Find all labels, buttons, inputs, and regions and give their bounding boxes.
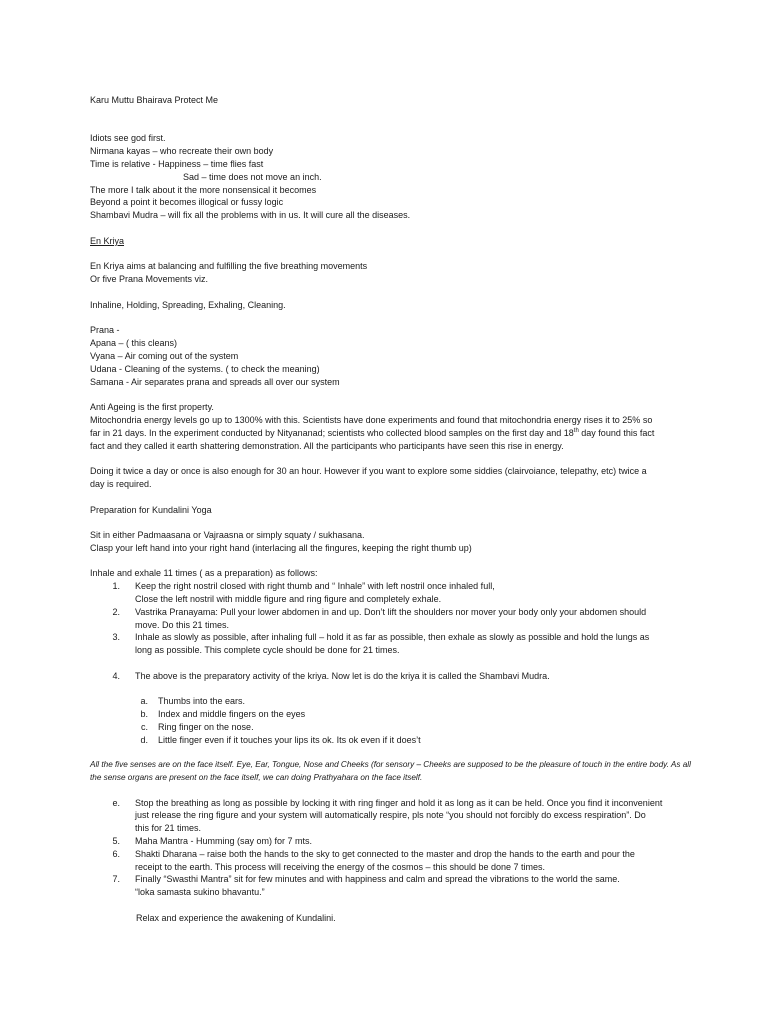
list-item — [90, 606, 680, 632]
relax-line: Relax and experience the awakening of Kundalini. — [136, 912, 336, 923]
document-page — [90, 94, 691, 925]
list-text: long as possible. This complete cycle should be done for 21 times. — [135, 645, 400, 656]
anti-ageing-line: fact and they called it earth shattering demonstration. All the participants who participants have seen this rise in energy. — [90, 440, 564, 451]
list-text: Inhale as slowly as possible, after inhaling full – hold it as far as possible, then exhale as slowly as possible and hold the lungs as — [135, 632, 650, 643]
inhale-intro: Inhale and exhale 11 times ( as a preparation) as follows: — [90, 568, 318, 579]
list-number: e. — [112, 797, 120, 808]
twice-line: day is required. — [90, 478, 152, 489]
italic-note — [90, 759, 691, 783]
en-kriya-text: Or five Prana Movements viz. — [90, 274, 209, 285]
intro-line: The more I talk about it the more nonsensical it becomes — [90, 184, 317, 195]
steps-list — [90, 580, 680, 746]
list-number: 2. — [112, 606, 120, 617]
sub-list-letter: a. — [140, 696, 148, 707]
list-text: Shakti Dharana – raise both the hands to the sky to get connected to the master and drop the hands to the earth and pour the — [135, 848, 635, 859]
intro-line: Beyond a point it becomes illogical or fussy logic — [90, 197, 284, 208]
list-text: Stop the breathing as long as possible by locking it with ring finger and hold it as long as it can be held. Once you find it inconvenient — [135, 797, 663, 808]
en-kriya-heading: En Kriya — [90, 235, 125, 246]
twice-line: Doing it twice a day or once is also enough for 30 an hour. However if you want to explore some siddies (clairvoiance, telepathy, etc) twice a — [90, 466, 647, 477]
list-text: move. Do this 21 times. — [135, 619, 230, 630]
anti-ageing-text: far in 21 days. In the experiment conducted by Nityananad; scientists who collected blood samples on the first day and 18 — [90, 427, 574, 438]
list-text: The above is the preparatory activity of the kriya. Now let is do the kriya it is called the Shambavi Mudra. — [135, 670, 550, 681]
sub-list-item — [90, 695, 680, 708]
sub-list-text: Index and middle fingers on the eyes — [158, 709, 306, 720]
doc-title: Karu Muttu Bhairava Protect Me — [90, 95, 219, 105]
anti-ageing-line-sup — [90, 427, 680, 440]
sub-list-text: Ring finger on the nose. — [158, 722, 254, 733]
superscript-th: th — [573, 427, 579, 434]
list-item — [90, 631, 680, 657]
sit-line: Sit in either Padmaasana or Vajraasna or simply squaty / sukhasana. — [90, 530, 365, 541]
movements-line: Inhaline, Holding, Spreading, Exhaling, Cleaning. — [90, 299, 286, 310]
intro-line: Time is relative - Happiness – time flies fast — [90, 158, 264, 169]
italic-note-line: the sense organs are present on the face itself, we can doing Prathyahara on the face itself. — [90, 772, 423, 782]
intro-line: Nirmana kayas – who recreate their own body — [90, 146, 274, 157]
anti-ageing-line: Anti Ageing is the first property. — [90, 402, 214, 413]
prep-heading: Preparation for Kundalini Yoga — [90, 504, 212, 515]
sub-list-text: Thumbs into the ears. — [158, 696, 246, 707]
list-number: 3. — [112, 632, 120, 643]
list-text: this for 21 times. — [135, 823, 202, 834]
list-text: Finally “Swasthi Mantra” sit for few minutes and with happiness and calm and spread the vibrations to the world the same. — [135, 874, 620, 885]
sub-list-item — [90, 708, 680, 721]
list-number: 5. — [112, 836, 120, 847]
prana-item: Vyana – Air coming out of the system — [90, 350, 239, 361]
sub-list-item — [90, 734, 680, 747]
prana-item: Apana – ( this cleans) — [90, 338, 178, 349]
list-text: Maha Mantra - Humming (say om) for 7 mts. — [135, 836, 313, 847]
italic-note-line: All the five senses are on the face itself. Eye, Ear, Tongue, Nose and Cheeks (for sensory – Cheeks are supposed to be the pleasure of touch in the entire body. As all — [90, 760, 691, 770]
list-item — [90, 580, 680, 606]
steps-list-2 — [90, 797, 680, 899]
list-number: 4. — [112, 670, 120, 681]
prana-item: Udana - Cleaning of the systems. ( to check the meaning) — [90, 363, 320, 374]
prana-item: Samana - Air separates prana and spreads all over our system — [90, 376, 340, 387]
intro-line: Idiots see god first. — [90, 133, 166, 144]
list-item — [90, 873, 680, 899]
list-text: Vastrika Pranayama: Pull your lower abdomen in and up. Don’t lift the shoulders nor mover your body only your abdomen should — [135, 606, 647, 617]
list-text: receipt to the earth. This process will receiving the energy of the cosmos – this should be done 7 times. — [135, 861, 546, 872]
sub-list-letter: b. — [140, 709, 148, 720]
list-item — [90, 848, 680, 874]
list-text: “loka samasta sukino bhavantu.” — [135, 887, 265, 898]
sit-line: Clasp your left hand into your right hand (interlacing all the fingures, keeping the right thumb up) — [90, 542, 472, 553]
intro-sad-line: Sad – time does not move an inch. — [183, 171, 322, 182]
en-kriya-text: En Kriya aims at balancing and fulfilling the five breathing movements — [90, 261, 368, 272]
sub-list-item — [90, 721, 680, 734]
list-number: 1. — [112, 581, 120, 592]
list-text: Close the left nostril with middle figure and ring figure and completely exhale. — [135, 594, 442, 605]
list-number: 6. — [112, 848, 120, 859]
list-item — [90, 835, 680, 848]
list-number: 7. — [112, 874, 120, 885]
prana-item: Prana - — [90, 325, 120, 336]
list-text: just release the ring figure and your system will automatically respire, pls note “you should not forcibly do excess respiration”. Do — [135, 810, 646, 821]
list-item — [90, 670, 680, 683]
sub-list-letter: d. — [140, 734, 148, 745]
anti-ageing-line: Mitochondria energy levels go up to 1300% with this. Scientists have done experiments and found that mitochondria energy rises it to 25% so — [90, 414, 653, 425]
intro-line: Shambavi Mudra – will fix all the problems with in us. It will cure all the diseases. — [90, 210, 411, 221]
sub-list-letter: c. — [140, 722, 148, 733]
sub-list-text: Little finger even if it touches your lips its ok. Its ok even if it does’t — [158, 734, 421, 745]
anti-ageing-tail: day found this fact — [578, 427, 655, 438]
list-text: Keep the right nostril closed with right thumb and “ Inhale” with left nostril once inhaled full, — [135, 581, 495, 592]
list-item — [90, 797, 680, 835]
